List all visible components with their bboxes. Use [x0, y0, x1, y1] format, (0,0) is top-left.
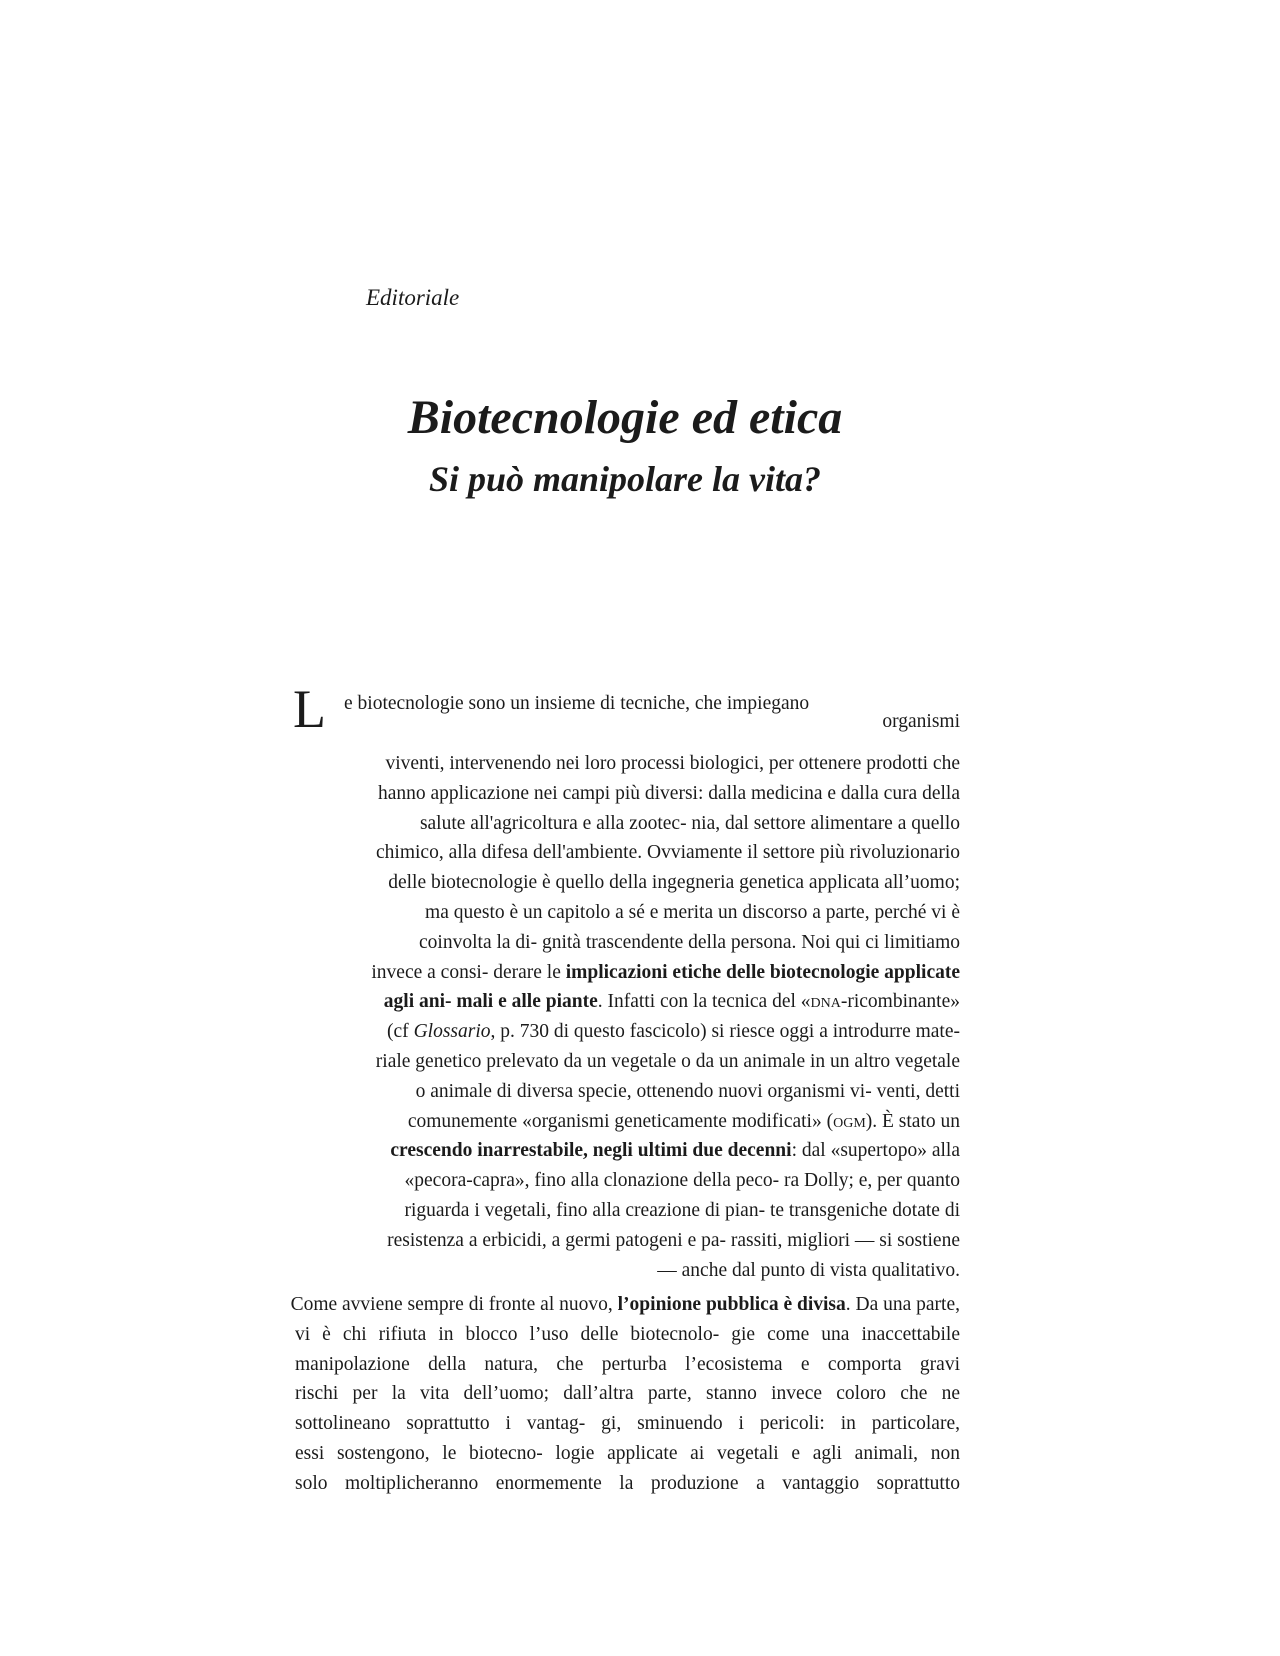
text-line: [220, 1136, 960, 1166]
first-line-end: organismi: [882, 711, 960, 732]
text-line: vi è chi rifiuta in blocco l’uso delle biotecnolo- gie come una inaccettabile: [295, 1323, 960, 1345]
paragraph-1: [220, 749, 960, 1285]
emphasis-italic: Glossario: [413, 1021, 491, 1043]
text-line: [192, 1290, 960, 1320]
drop-cap: L: [293, 679, 326, 739]
first-line: e biotecnologie sono un insieme di tecniche, che impiegano: [344, 693, 810, 714]
text-line: «pecora-capra», fino alla clonazione della peco- ra Dolly; e, per quanto: [404, 1170, 960, 1192]
text-run: . Infatti con la tecnica del «: [597, 991, 811, 1013]
text-line: essi sostengono, le biotecno- logie applicate ai vegetali e agli animali, non: [295, 1442, 960, 1464]
article-subtitle: Si può manipolare la vita?: [428, 459, 822, 499]
text-run: -ricombinante»: [840, 991, 960, 1013]
emphasis-bold: agli ani- mali e alle piante: [383, 991, 598, 1013]
section-label: Editoriale: [366, 285, 460, 310]
text-line: coinvolta la di- gnità trascendente della persona. Noi qui ci limitiamo: [419, 931, 960, 953]
text-line: rischi per la vita dell’uomo; dall’altra parte, stanno invece coloro che ne: [295, 1383, 960, 1405]
text-line: o animale di diversa specie, ottenendo nuovi organismi vi- venti, detti: [415, 1080, 960, 1102]
text-run: Come avviene sempre di fronte al nuovo,: [290, 1294, 618, 1315]
text-line: riguarda i vegetali, fino alla creazione di pian- te transgeniche dotate di: [404, 1199, 960, 1221]
small-caps: ogm: [833, 1110, 866, 1132]
text-line: chimico, alla difesa dell'ambiente. Ovviamente il settore più rivoluzionario: [376, 842, 960, 864]
text-line: — anche dal punto di vista qualitativo.: [657, 1259, 960, 1281]
text-run: (cf: [387, 1021, 414, 1043]
article-title: Biotecnologie ed etica: [407, 391, 843, 444]
text-line: sottolineano soprattutto i vantag- gi, sminuendo i pericoli: in particolare,: [295, 1413, 960, 1435]
text-run: . Da una parte,: [845, 1294, 960, 1315]
text-run: comunemente «organismi geneticamente modificati» (: [407, 1110, 834, 1132]
text-line: viventi, intervenendo nei loro processi biologici, per ottenere prodotti che: [385, 753, 960, 774]
text-line: manipolazione della natura, che perturba l’ecosistema e comporta gravi: [295, 1353, 960, 1375]
text-line: [220, 1107, 960, 1137]
small-caps: dna: [810, 991, 841, 1013]
text-line: [220, 1017, 960, 1047]
text-line: resistenza a erbicidi, a germi patogeni e pa- rassiti, migliori — si sostiene: [387, 1229, 960, 1251]
text-line: ma questo è un capitolo a sé e merita un discorso a parte, perché vi è: [425, 901, 960, 923]
paragraph-2: [192, 1290, 960, 1499]
text-line: solo moltiplicheranno enormemente la produzione a vantaggio soprattutto: [295, 1472, 960, 1494]
emphasis-bold: implicazioni etiche delle biotecnologie applicate: [565, 961, 960, 983]
text-run: ). È stato un: [865, 1110, 960, 1132]
text-line: delle biotecnologie è quello della ingegneria genetica applicata all’uomo;: [388, 872, 960, 894]
text-line: salute all'agricoltura e alla zootec- nia, dal settore alimentare a quello: [419, 812, 960, 834]
text-run: , p. 730 di questo fascicolo) si riesce oggi a introdurre mate-: [490, 1021, 960, 1043]
text-line: [220, 987, 960, 1017]
text-run: invece a consi- derare le: [371, 961, 566, 983]
text-line: riale genetico prelevato da un vegetale o da un animale in un altro vegetale: [375, 1050, 960, 1072]
text-line: [220, 958, 960, 988]
text-run: : dal «supertopo» alla: [791, 1140, 960, 1162]
emphasis-bold: crescendo inarrestabile, negli ultimi due decenni: [390, 1140, 792, 1162]
emphasis-bold: l’opinione pubblica è divisa: [617, 1294, 846, 1315]
text-line: hanno applicazione nei campi più diversi: dalla medicina e dalla cura della: [377, 782, 960, 804]
